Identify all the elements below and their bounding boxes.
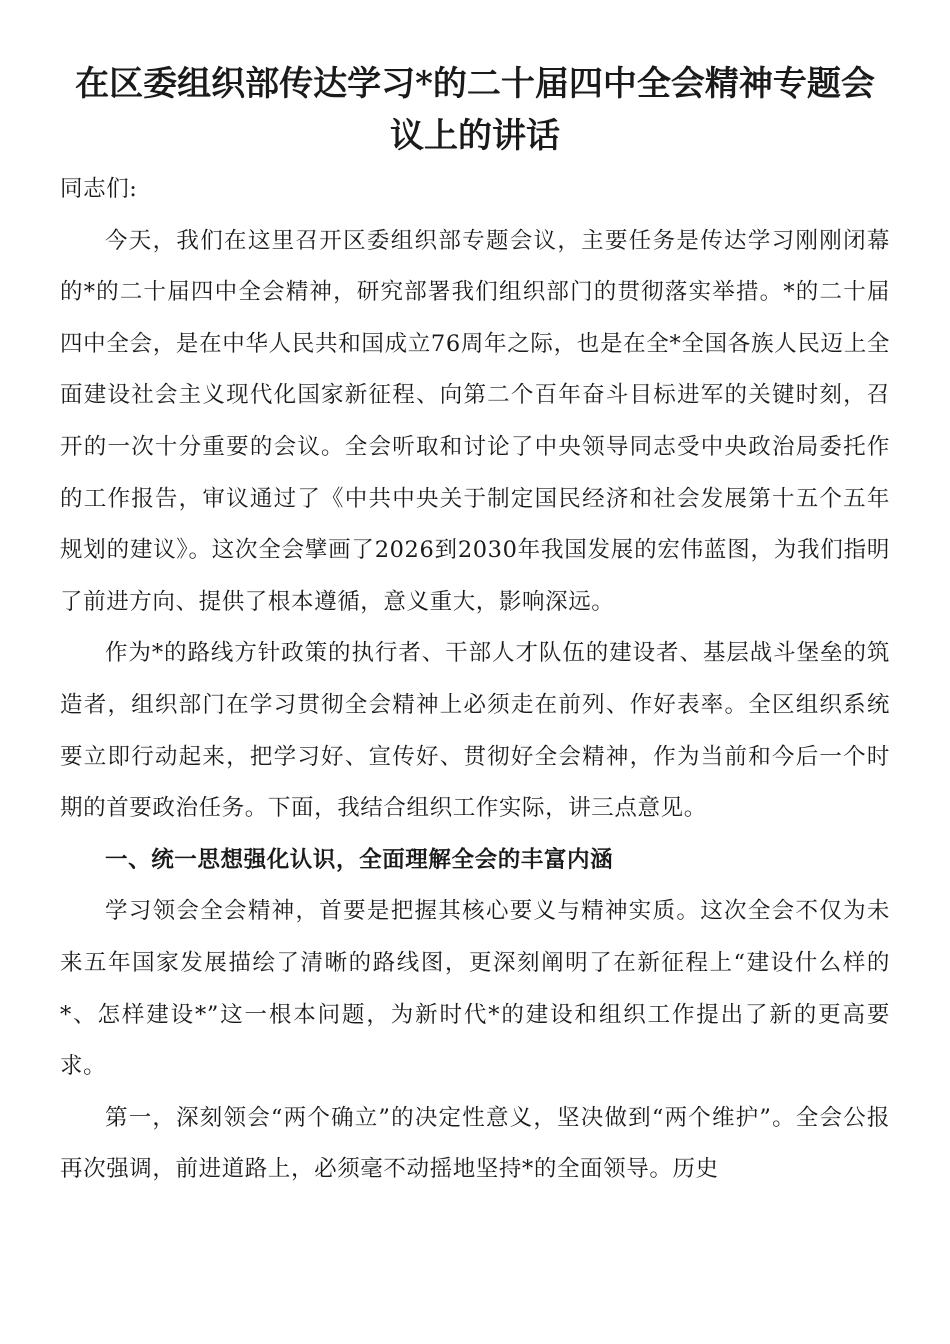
section-heading-1: 一、统一思想强化认识，全面理解全会的丰富内涵 [105, 846, 614, 873]
paragraph-study: 学习领会全会精神，首要是把握其核心要义与精神实质。这次全会不仅为未来五年国家发展描绘了清晰的路线图，更深刻阐明了在新征程上“建设什么样的*、怎样建设*”这一根本问题，为新时代*的建设和组织工作提出了新的更高要求。 [60, 898, 890, 1080]
document-page [60, 58, 890, 1196]
paragraph-first-point: 第一，深刻领会“两个确立”的决定性意义，坚决做到“两个维护”。全会公报再次强调，前进道路上，必须毫不动摇地坚持*的全面领导。历史 [60, 1104, 890, 1183]
salutation: 同志们: [60, 176, 138, 202]
paragraph-role: 作为*的路线方针政策的执行者、干部人才队伍的建设者、基层战斗堡垒的筑造者，组织部门在学习贯彻全会精神上必须走在前列、作好表率。全区组织系统要立即行动起来，把学习好、宣传好、贯彻好全会精神，作为当前和今后一个时期的首要政治任务。下面，我结合组织工作实际，讲三点意见。 [60, 640, 890, 822]
document-title: 在区委组织部传达学习*的二十届四中全会精神专题会议上的讲话 [75, 64, 875, 156]
paragraph-intro: 今天，我们在这里召开区委组织部专题会议，主要任务是传达学习刚刚闭幕的*的二十届四中全会精神，研究部署我们组织部门的贯彻落实举措。*的二十届四中全会，是在中华人民共和国成立76周年之际，也是在全*全国各族人民迈上全面建设社会主义现代化国家新征程、向第二个百年奋斗目标进军的关键时刻，召开的一次十分重要的会议。全会听取和讨论了中央领导同志受中央政治局委托作的工作报告，审议通过了《中共中央关于制定国民经济和社会发展第十五个五年规划的建议》。这次全会擘画了2026到2030年我国发展的宏伟蓝图，为我们指明了前进方向、提供了根本遵循，意义重大，影响深远。 [60, 227, 890, 615]
